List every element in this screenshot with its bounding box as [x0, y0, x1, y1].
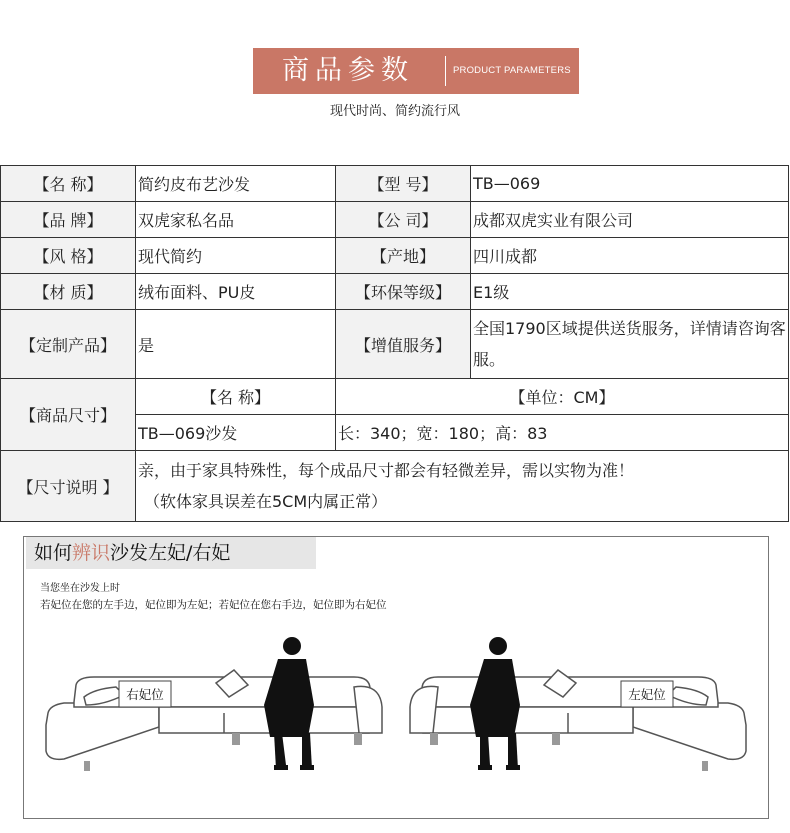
right-sofa: [410, 670, 746, 771]
left-sofa-chaise: [46, 703, 159, 759]
table-row: [1, 310, 789, 379]
title-prefix: 如何: [34, 542, 73, 564]
guide-line1: 当您坐在沙发上时: [40, 583, 120, 594]
size-dims-value: 长：340；宽：180；高：83: [336, 415, 789, 451]
param-label: 【材 质】: [1, 274, 136, 310]
section-header: [253, 48, 579, 94]
param-value: E1级: [471, 274, 789, 310]
table-row: [1, 379, 789, 415]
param-value: 四川成都: [471, 238, 789, 274]
person-right-icon: [470, 637, 520, 770]
left-sofa: [46, 670, 382, 771]
param-label: 【公 司】: [336, 202, 471, 238]
table-row: [1, 238, 789, 274]
sofa-illustration: [24, 537, 768, 818]
table-row: [1, 202, 789, 238]
left-sofa-arm: [354, 686, 382, 733]
right-sofa-seat: [423, 707, 633, 733]
note-text: [136, 451, 789, 522]
sofa-guide-panel: [23, 536, 769, 819]
param-value: 绒布面料、PU皮: [136, 274, 336, 310]
table-row: [1, 451, 789, 522]
header-title-cn: 商品参数: [282, 55, 414, 86]
header-divider: [445, 56, 446, 86]
header-title-en: PRODUCT PARAMETERS: [453, 65, 571, 76]
person-left-icon: [264, 637, 314, 770]
note-label: 【尺寸说明 】: [1, 451, 136, 522]
size-name-value: TB—069沙发: [136, 415, 336, 451]
size-name-header: 【名 称】: [136, 379, 336, 415]
param-label: 【名 称】: [1, 166, 136, 202]
param-label: 【定制产品】: [1, 310, 136, 379]
guide-line2: 若妃位在您的左手边，妃位即为左妃；若妃位在您右手边，妃位即为右妃位: [40, 599, 387, 611]
table-row: [1, 166, 789, 202]
param-value: 双虎家私名品: [136, 202, 336, 238]
size-unit-header: 【单位：CM】: [336, 379, 789, 415]
service-value: 全国1790区域提供送货服务，详情请咨询客服。: [471, 310, 789, 379]
param-label: 【产地】: [336, 238, 471, 274]
title-highlight: 辨识: [72, 542, 111, 564]
param-value: TB—069: [471, 166, 789, 202]
note-line2: （软体家具误差在5CM内属正常）: [144, 492, 388, 511]
parameters-table: [0, 165, 789, 522]
param-label: 【风 格】: [1, 238, 136, 274]
table-row: [1, 274, 789, 310]
note-line1: 亲，由于家具特殊性，每个成品尺寸都会有轻微差异，需以实物为准！: [138, 461, 635, 480]
right-sofa-arm: [410, 686, 438, 733]
param-value: 成都双虎实业有限公司: [471, 202, 789, 238]
param-value: 简约皮布艺沙发: [136, 166, 336, 202]
header-subtitle: 现代时尚、简约流行风: [329, 104, 460, 119]
left-sofa-label: 右妃位: [126, 687, 164, 702]
param-label: 【型 号】: [336, 166, 471, 202]
left-sofa-seat: [159, 707, 369, 733]
param-label: 【品 牌】: [1, 202, 136, 238]
right-sofa-label: 左妃位: [628, 687, 666, 702]
param-value: 是: [136, 310, 336, 379]
param-label: 【环保等级】: [336, 274, 471, 310]
param-label: 【增值服务】: [336, 310, 471, 379]
right-sofa-chaise: [633, 703, 746, 759]
title-suffix: 沙发左妃/右妃: [110, 542, 231, 564]
param-value: 现代简约: [136, 238, 336, 274]
size-label: 【商品尺寸】: [1, 379, 136, 451]
